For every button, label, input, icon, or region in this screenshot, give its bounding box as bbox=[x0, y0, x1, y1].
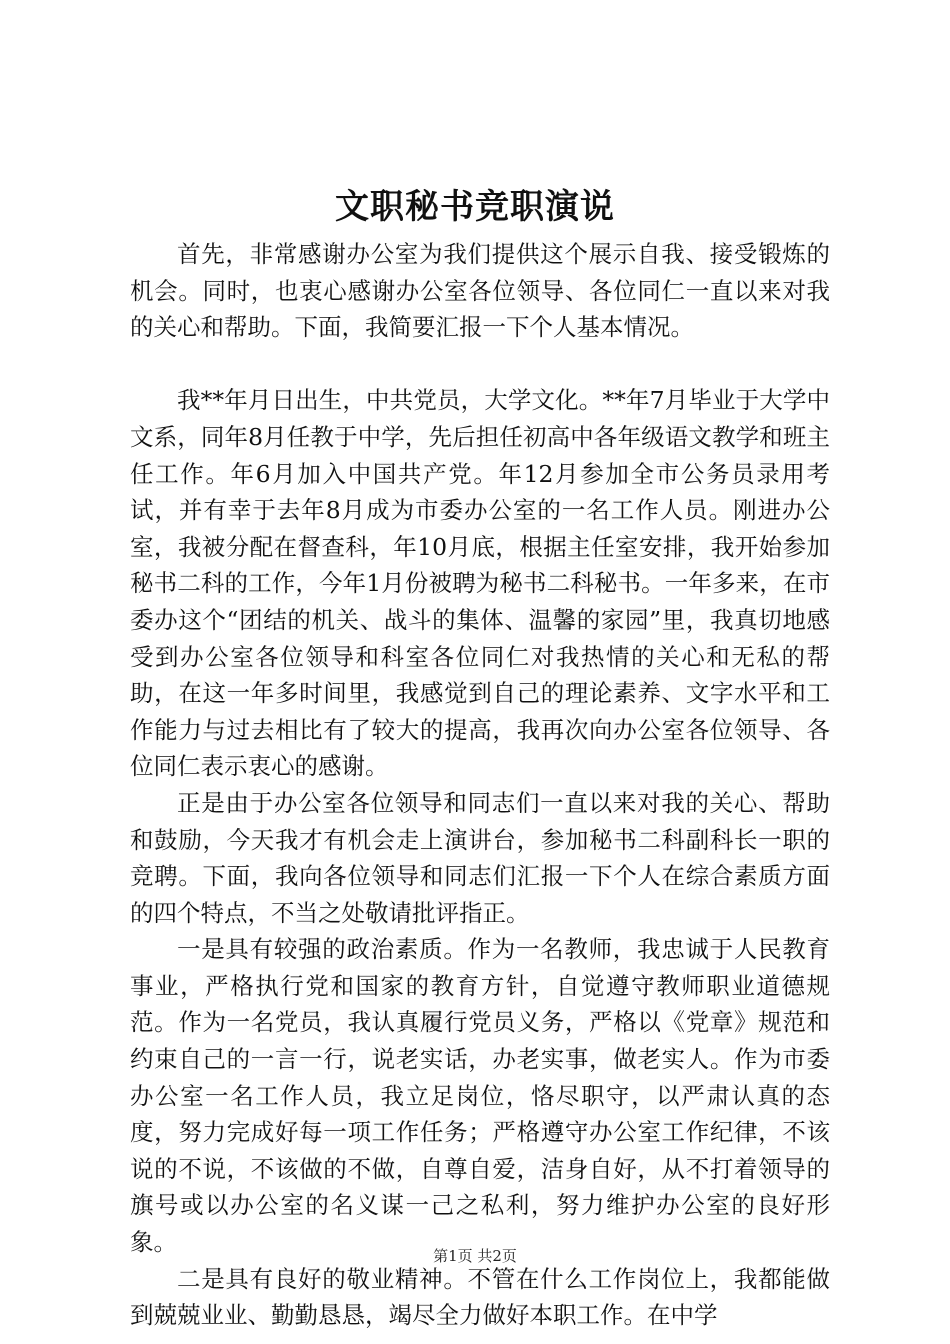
paragraph-dedication: 二是具有良好的敬业精神。不管在什么工作岗位上，我都能做到兢兢业业、勤勤恳恳，竭尽全力做好本职工作。在中学 bbox=[130, 1264, 830, 1330]
page-number-footer: 第1页 共2页 bbox=[433, 1247, 517, 1265]
paragraph-background: 我**年月日出生，中共党员，大学文化。**年7月毕业于大学中文系，同年8月任教于中学，先后担任初高中各年级语文教学和班主任工作。年6月加入中国共产党。年12月参加全市公务员录用考试，并有幸于去年8月成为市委办公室的一名工作人员。刚进办公室，我被分配在督查科，年10月底，根据主任室安排，我开始参加秘书二科的工作，今年1月份被聘为秘书二科秘书。一年多来，在市委办这个“团结的机关、战斗的集体、温馨的家园”里，我真切地感受到办公室各位领导和科室各位同仁对我热情的关心和无私的帮助，在这一年多时间里，我感觉到自己的理论素养、文字水平和工作能力与过去相比有了较大的提高，我再次向办公室各位领导、各位同仁表示衷心的感谢。 bbox=[130, 386, 830, 781]
document-body bbox=[130, 236, 830, 1334]
paragraph-transition: 正是由于办公室各位领导和同志们一直以来对我的关心、帮助和鼓励，今天我才有机会走上演讲台，参加秘书二科副科长一职的竞聘。下面，我向各位领导和同志们汇报一下个人在综合素质方面的四个特点，不当之处敬请批评指正。 bbox=[130, 788, 830, 927]
document-title: 文职秘书竞职演说 bbox=[335, 187, 615, 227]
paragraph-political-quality: 一是具有较强的政治素质。作为一名教师，我忠诚于人民教育事业，严格执行党和国家的教育方针，自觉遵守教师职业道德规范。作为一名党员，我认真履行党员义务，严格以《党章》规范和约束自己的一言一行，说老实话，办老实事，做老实人。作为市委办公室一名工作人员，我立足岗位，恪尽职守，以严肃认真的态度，努力完成好每一项工作任务；严格遵守办公室工作纪律，不该说的不说，不该做的不做，自尊自爱，洁身自好，从不打着领导的旗号或以办公室的名义谋一己之私利，努力维护办公室的良好形象。 bbox=[130, 935, 830, 1257]
paragraph-intro: 首先，非常感谢办公室为我们提供这个展示自我、接受锻炼的机会。同时，也衷心感谢办公室各位领导、各位同仁一直以来对我的关心和帮助。下面，我简要汇报一下个人基本情况。 bbox=[130, 240, 830, 342]
